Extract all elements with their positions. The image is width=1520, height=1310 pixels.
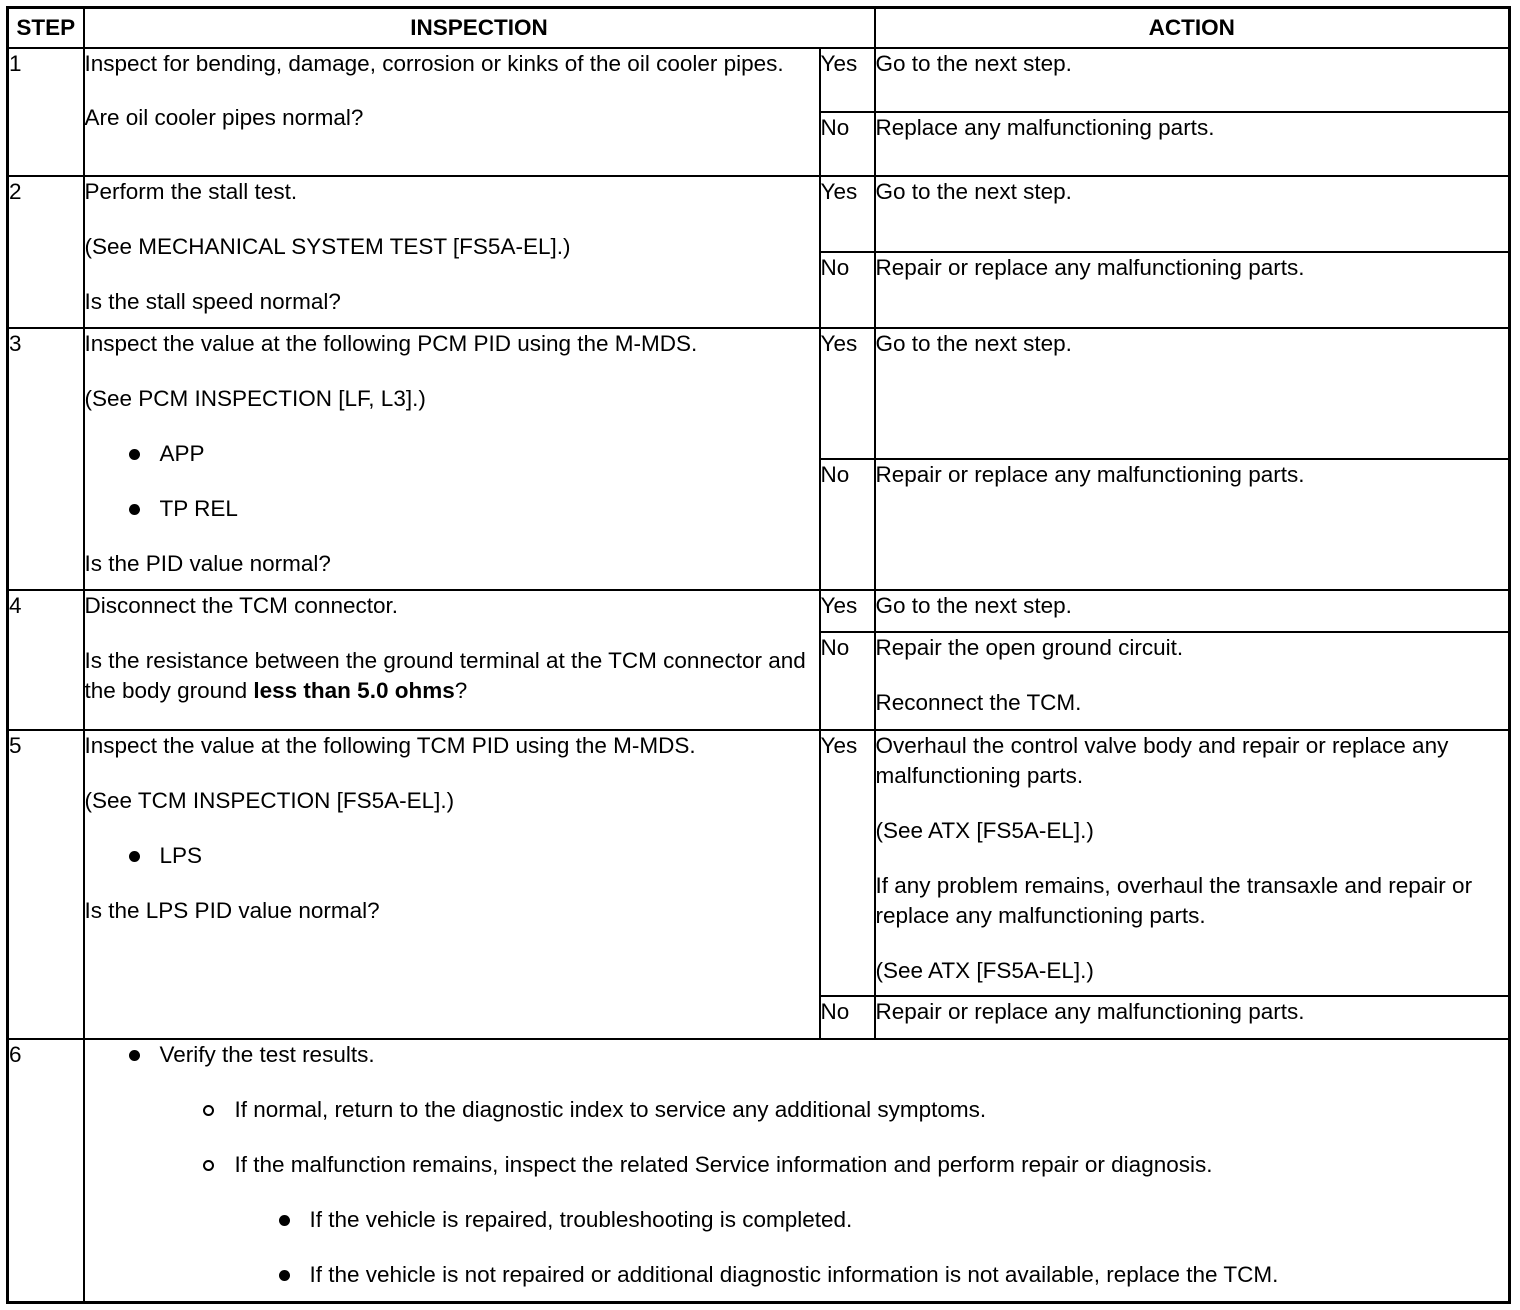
no-action	[875, 459, 1510, 590]
inspection-reference: (See TCM INSPECTION [FS5A-EL].)	[84, 788, 455, 813]
verification-cell	[84, 1039, 1510, 1303]
step-number: 3	[8, 328, 84, 590]
verify-subitem: If the malfunction remains, inspect the related Service information and perform repair or diagnosis.	[85, 1150, 1509, 1180]
no-action	[875, 632, 1510, 730]
step-number: 1	[8, 48, 84, 176]
diagnostic-table	[6, 6, 1511, 1304]
inspection-cell	[84, 328, 820, 590]
table-row	[8, 590, 1510, 632]
step-number: 2	[8, 176, 84, 328]
action-reference: (See ATX [FS5A-EL].)	[875, 818, 1094, 843]
inspection-reference: (See MECHANICAL SYSTEM TEST [FS5A-EL].)	[84, 234, 571, 259]
yes-action	[875, 328, 1510, 459]
inspection-text: Perform the stall test.	[84, 179, 298, 204]
no-label: No	[820, 459, 875, 590]
no-label: No	[820, 252, 875, 328]
question-text: Is the resistance between the ground terminal at the TCM connector and the body ground	[84, 648, 806, 703]
verify-subsubitem: If the vehicle is not repaired or additional diagnostic information is not available, replace the TCM.	[85, 1260, 1509, 1290]
question-threshold: less than 5.0 ohms	[253, 678, 455, 703]
verify-subsubitem: If the vehicle is repaired, troubleshooting is completed.	[85, 1205, 1509, 1235]
pid-bullet: LPS	[85, 841, 819, 871]
action-header: ACTION	[875, 8, 1510, 49]
inspection-text: Inspect the value at the following PCM PID using the M-MDS.	[84, 331, 698, 356]
yes-label: Yes	[820, 48, 875, 112]
action-text: If any problem remains, overhaul the transaxle and repair or replace any malfunctioning parts.	[875, 873, 1473, 928]
inspection-cell	[84, 730, 820, 1039]
no-action	[875, 252, 1510, 328]
action-text: Go to the next step.	[875, 593, 1072, 618]
verify-subitem: If normal, return to the diagnostic index to service any additional symptoms.	[85, 1095, 1509, 1125]
yes-label: Yes	[820, 590, 875, 632]
inspection-cell	[84, 590, 820, 730]
no-label: No	[820, 112, 875, 176]
inspection-question: Is the LPS PID value normal?	[84, 898, 380, 923]
step-number: 6	[8, 1039, 84, 1303]
action-text: Repair or replace any malfunctioning parts.	[875, 255, 1305, 280]
inspection-text: Inspect the value at the following TCM PID using the M-MDS.	[84, 733, 696, 758]
action-text: Go to the next step.	[875, 179, 1072, 204]
table-row	[8, 48, 1510, 112]
table-row	[8, 730, 1510, 996]
yes-action	[875, 590, 1510, 632]
inspection-question: Is the stall speed normal?	[84, 289, 341, 314]
inspection-text: Disconnect the TCM connector.	[84, 593, 398, 618]
no-action	[875, 112, 1510, 176]
action-text: Go to the next step.	[875, 51, 1072, 76]
inspection-text: Inspect for bending, damage, corrosion or kinks of the oil cooler pipes.	[84, 51, 784, 76]
yes-label: Yes	[820, 328, 875, 459]
action-text: Repair the open ground circuit.	[875, 635, 1184, 660]
action-text: Replace any malfunctioning parts.	[875, 115, 1215, 140]
no-action	[875, 996, 1510, 1039]
no-label: No	[820, 996, 875, 1039]
table-row	[8, 176, 1510, 252]
inspection-cell	[84, 48, 820, 176]
pid-bullet: APP	[85, 439, 819, 469]
question-mark: ?	[454, 678, 468, 703]
inspection-header: INSPECTION	[84, 8, 875, 49]
step-number: 4	[8, 590, 84, 730]
inspection-question	[85, 646, 819, 706]
inspection-question: Are oil cooler pipes normal?	[84, 105, 364, 130]
inspection-question: Is the PID value normal?	[84, 551, 331, 576]
yes-action	[875, 48, 1510, 112]
action-text: Repair or replace any malfunctioning parts.	[875, 999, 1305, 1024]
no-label: No	[820, 632, 875, 730]
table-row	[8, 1039, 1510, 1303]
verify-bullet: Verify the test results.	[85, 1040, 1509, 1070]
yes-action	[875, 730, 1510, 996]
table-row	[8, 328, 1510, 459]
header-row	[8, 8, 1510, 49]
pid-bullet: TP REL	[85, 494, 819, 524]
inspection-reference: (See PCM INSPECTION [LF, L3].)	[84, 386, 426, 411]
yes-action	[875, 176, 1510, 252]
step-header: STEP	[8, 8, 84, 49]
action-text: Overhaul the control valve body and repair or replace any malfunctioning parts.	[875, 733, 1449, 788]
action-text: Repair or replace any malfunctioning parts.	[875, 462, 1305, 487]
yes-label: Yes	[820, 730, 875, 996]
action-reference: (See ATX [FS5A-EL].)	[875, 958, 1094, 983]
inspection-cell	[84, 176, 820, 328]
action-text: Go to the next step.	[875, 331, 1072, 356]
action-text: Reconnect the TCM.	[875, 690, 1082, 715]
step-number: 5	[8, 730, 84, 1039]
yes-label: Yes	[820, 176, 875, 252]
